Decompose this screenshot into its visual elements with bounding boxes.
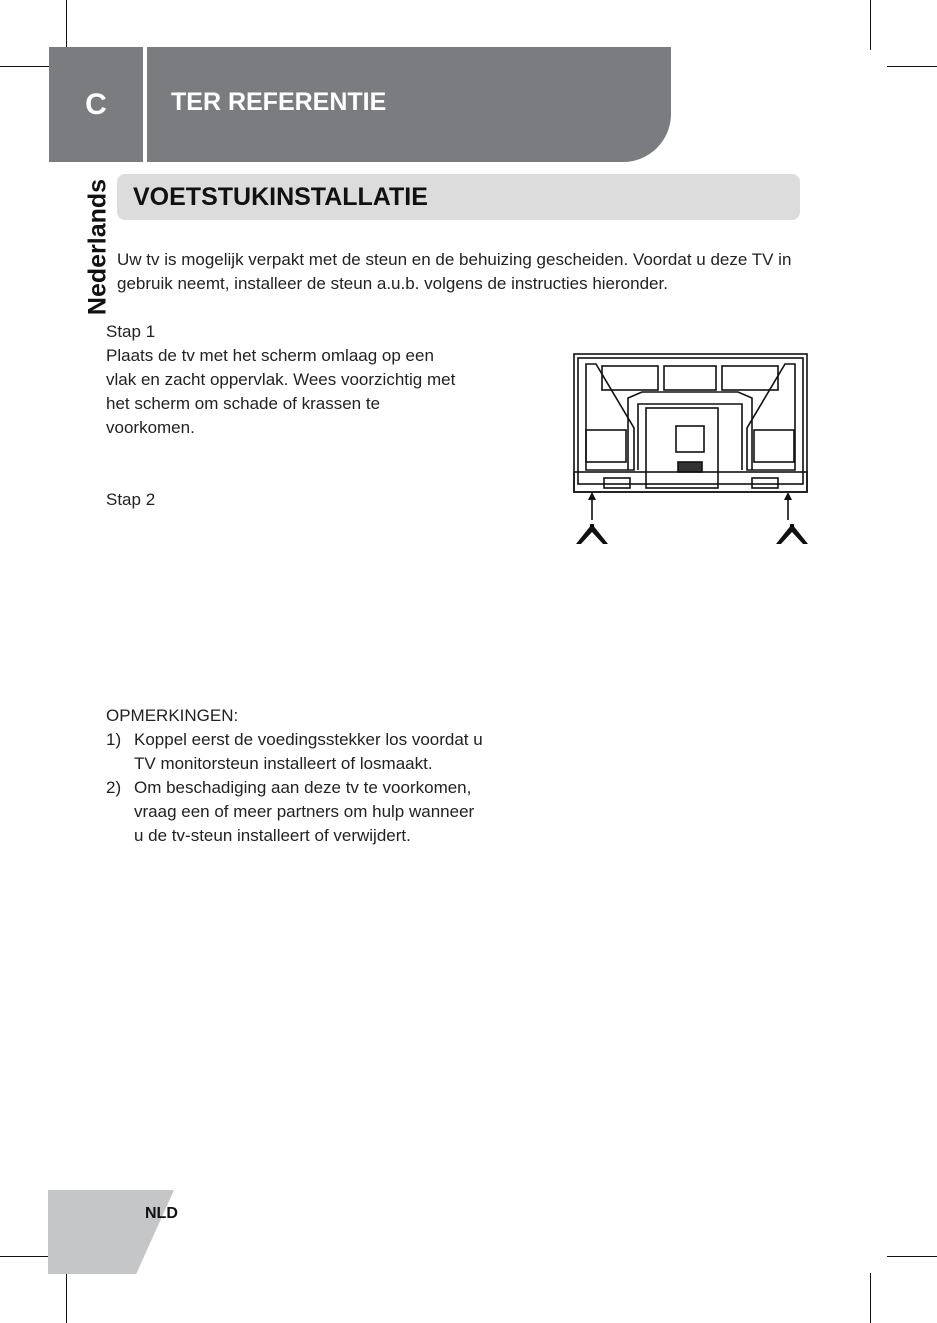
step-2-label: Stap 2	[106, 490, 156, 509]
step-1-text: Plaats de tv met het scherm omlaag op een vlak en zacht oppervlak. Wees voorzichtig met het scherm om schade of krassen te voorkomen.	[106, 346, 456, 437]
footer-tab	[48, 1190, 174, 1274]
page-language-code: NLD	[145, 1205, 178, 1222]
note-number: 1)	[106, 730, 122, 749]
crop-mark	[887, 66, 937, 67]
crop-mark	[66, 0, 67, 50]
crop-mark	[870, 1273, 871, 1323]
notes-heading: OPMERKINGEN:	[106, 706, 239, 725]
tv-back-illustration	[572, 352, 838, 550]
list-item	[106, 776, 486, 848]
step-2	[106, 488, 466, 512]
section-title: TER REFERENTIE	[171, 88, 387, 116]
step-1	[106, 320, 466, 440]
language-tab: Nederlands	[83, 178, 112, 316]
note-text: Koppel eerst de voedingsstekker los voordat u TV monitorsteun installeert of losmaakt.	[134, 730, 483, 773]
section-letter: C	[85, 87, 107, 121]
note-text: Om beschadiging aan deze tv te voorkomen, vraag een of meer partners om hulp wanneer u de tv-steun installeert of verwijdert.	[134, 778, 475, 845]
note-number: 2)	[106, 778, 122, 797]
intro-paragraph: Uw tv is mogelijk verpakt met de steun en de behuizing gescheiden. Voordat u deze TV in gebruik neemt, installeer de steun a.u.b. volgens de instructies hieronder.	[117, 250, 792, 293]
notes-section	[106, 704, 486, 848]
page-title-box	[117, 174, 800, 220]
crop-mark	[887, 1256, 937, 1257]
page-title: VOETSTUKINSTALLATIE	[133, 183, 428, 211]
crop-mark	[0, 1256, 50, 1257]
notes-list	[106, 728, 486, 848]
crop-mark	[870, 0, 871, 50]
step-1-label: Stap 1	[106, 322, 156, 341]
header-divider	[143, 47, 147, 162]
crop-mark	[66, 1273, 67, 1323]
list-item	[106, 728, 486, 776]
crop-mark	[0, 66, 50, 67]
